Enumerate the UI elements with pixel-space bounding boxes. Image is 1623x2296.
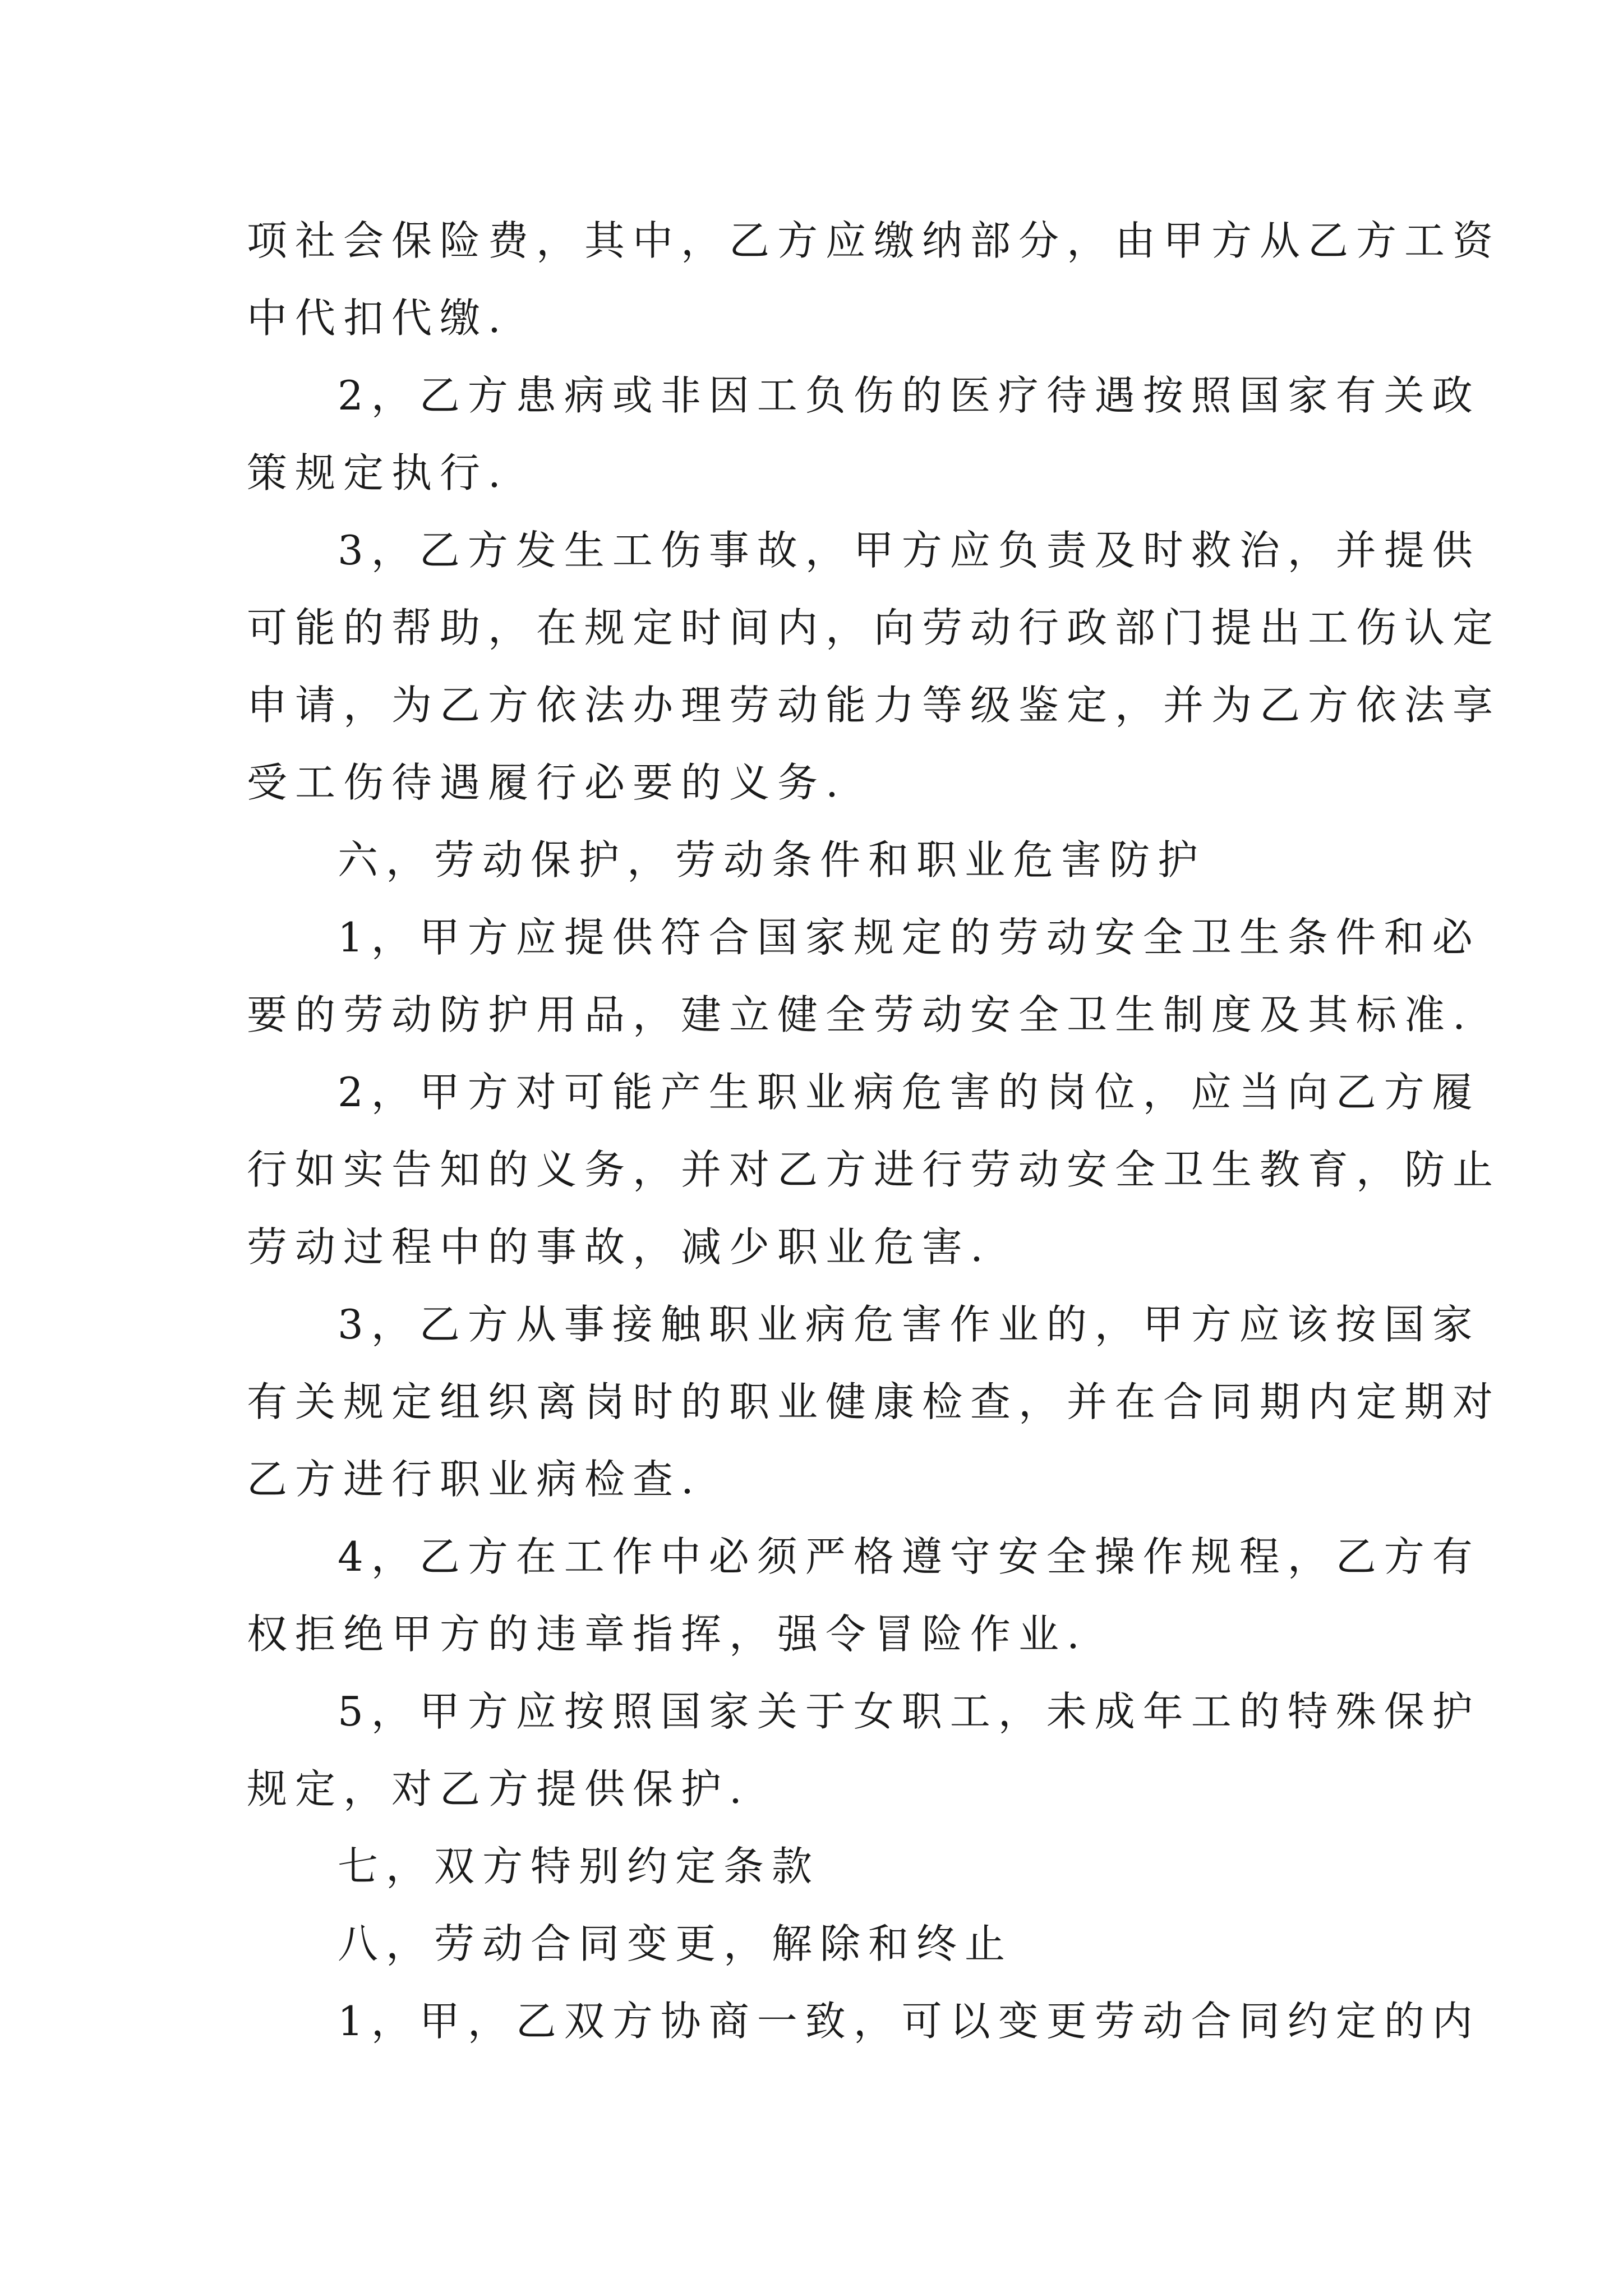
clause-line: 4，乙方在工作中必须严格遵守安全操作规程，乙方有 [338,1533,1481,1580]
body-line: 可能的帮助，在规定时间内，向劳动行政部门提出工伤认定 [247,604,1501,651]
document-body [247,202,1501,2060]
section-heading: 七，双方特别约定条款 [338,1843,820,1890]
section-heading: 六，劳动保护，劳动条件和职业危害防护 [338,836,1206,884]
body-line: 要的劳动防护用品，建立健全劳动安全卫生制度及其标准. [247,991,1473,1038]
section-heading: 八，劳动合同变更，解除和终止 [338,1920,1013,1967]
clause-line: 3，乙方发生工伤事故，甲方应负责及时救治，并提供 [338,527,1481,574]
clause-line: 2，乙方患病或非因工负伤的医疗待遇按照国家有关政 [338,372,1481,419]
body-line: 权拒绝甲方的违章指挥，强令冒险作业. [247,1611,1087,1658]
body-line: 中代扣代缴. [247,295,509,342]
clause-line: 5，甲方应按照国家关于女职工，未成年工的特殊保护 [338,1688,1481,1735]
clause-line: 1，甲方应提供符合国家规定的劳动安全卫生条件和必 [338,914,1481,961]
body-line: 有关规定组织离岗时的职业健康检查，并在合同期内定期对 [247,1378,1501,1425]
clause-line: 2，甲方对可能产生职业病危害的岗位，应当向乙方履 [338,1069,1481,1116]
body-line: 乙方进行职业病检查. [247,1456,702,1503]
body-line: 规定，对乙方提供保护. [247,1765,750,1812]
body-line: 项社会保险费，其中，乙方应缴纳部分，由甲方从乙方工资 [247,217,1501,264]
body-line: 申请，为乙方依法办理劳动能力等级鉴定，并为乙方依法享 [247,682,1501,729]
body-line: 行如实告知的义务，并对乙方进行劳动安全卫生教育，防止 [247,1146,1501,1193]
clause-line: 1，甲，乙双方协商一致，可以变更劳动合同约定的内 [338,1998,1481,2045]
body-line: 劳动过程中的事故，减少职业危害. [247,1223,991,1271]
clause-line: 3，乙方从事接触职业病危害作业的，甲方应该按国家 [338,1301,1481,1348]
body-line: 受工伤待遇履行必要的义务. [247,759,846,806]
body-line: 策规定执行. [247,449,509,496]
